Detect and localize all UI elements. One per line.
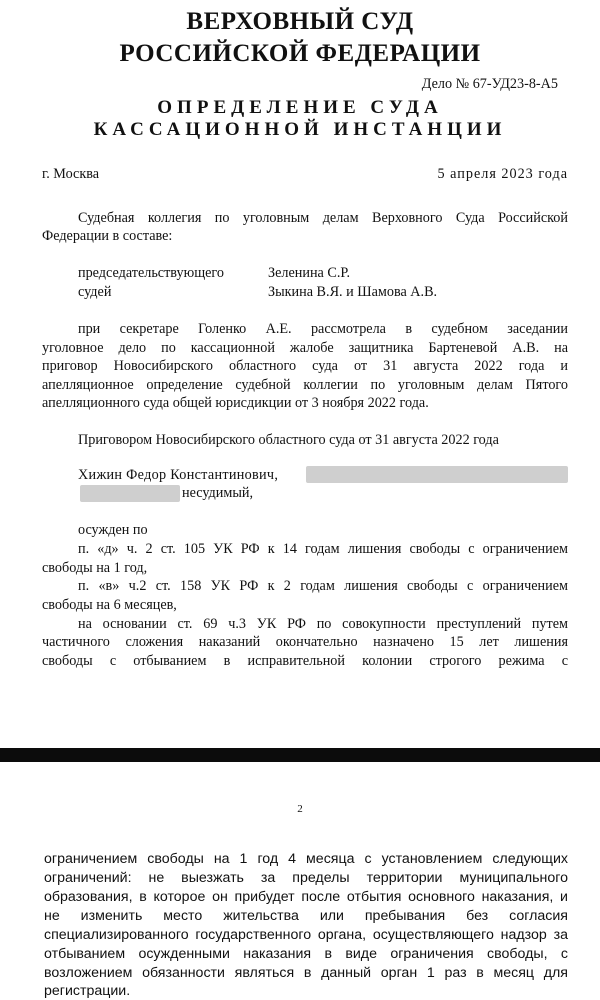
redacted-personal-data — [306, 466, 568, 483]
judges-label: судей — [78, 284, 112, 300]
page2-line-2: ограничений: не выезжать за пределы территории муниципального — [44, 870, 568, 886]
sentence-line-1: п. «д» ч. 2 ст. 105 УК РФ к 14 годам лишения свободы с ограничением — [78, 541, 568, 557]
court-name-line1: ВЕРХОВНЫЙ СУД — [186, 8, 414, 35]
page2-line-8: регистрации. — [44, 983, 131, 999]
court-name-line2: РОССИЙСКОЙ ФЕДЕРАЦИИ — [119, 40, 481, 67]
secretary-line-4: апелляционное определение судебной коллегии по уголовным делам Пятого — [42, 377, 568, 393]
chair-label: председательствующего — [78, 265, 224, 281]
page2-line-5: специализированного государственного органа, осуществляющего надзор за — [44, 927, 568, 943]
judges-names: Зыкина В.Я. и Шамова А.В. — [268, 284, 438, 300]
page2-line-1: ограничением свободы на 1 год 4 месяца с установлением следующих — [44, 851, 568, 867]
date: 5 апреля 2023 года — [437, 166, 568, 182]
page2-line-6: отбыванием осужденными наказания в виде ограничения свободы, с — [44, 946, 568, 962]
secretary-line-2: уголовное дело по кассационной жалобе защитника Бартеневой А.В. на — [42, 340, 568, 356]
page-divider — [0, 748, 600, 762]
defendant-name: Хижин Федор Константинович, — [78, 467, 279, 483]
sentence-line-6: частичного сложения наказаний окончательно назначено 15 лет лишения — [42, 634, 568, 650]
chair-name: Зеленина С.Р. — [268, 265, 351, 281]
sentence-line-7: свободы с отбыванием в исправительной колонии строгого режима с — [42, 653, 568, 669]
page-number: 2 — [297, 803, 303, 815]
sentence-line-2: свободы на 1 год, — [42, 560, 148, 576]
sentence-line-5: на основании ст. 69 ч.3 УК РФ по совокупности преступлений путем — [78, 616, 568, 632]
document-title-line2: КАССАЦИОННОЙ ИНСТАНЦИИ — [93, 119, 507, 140]
composition-line2: Федерации в составе: — [42, 228, 173, 244]
convicted-label: осужден по — [78, 522, 148, 538]
page2-line-7: возложением обязанности являться в данный орган 1 раз в месяц для — [44, 965, 568, 981]
composition-line1: Судебная коллегия по уголовным делам Верховного Суда Российской — [78, 210, 568, 226]
case-number: Дело № 67-УД23-8-А5 — [421, 76, 558, 92]
sentence-line-4: свободы на 6 месяцев, — [42, 597, 177, 613]
redacted-personal-data — [80, 485, 180, 502]
defendant-status: несудимый, — [182, 485, 254, 501]
secretary-line-1: при секретаре Голенко А.Е. рассмотрела в судебном заседании — [78, 321, 568, 337]
page2-line-3: образования, в которое он прибудет после отбытия основного наказания, и — [44, 889, 568, 905]
secretary-line-5: апелляционного суда общей юрисдикции от 3 ноября 2022 года. — [42, 395, 429, 411]
page2-line-4: не изменить место жительства или пребывания без согласия — [44, 908, 568, 924]
document-title-line1: ОПРЕДЕЛЕНИЕ СУДА — [157, 97, 443, 118]
place: г. Москва — [42, 166, 100, 182]
verdict-intro: Приговором Новосибирского областного суда от 31 августа 2022 года — [78, 432, 499, 448]
sentence-line-3: п. «в» ч.2 ст. 158 УК РФ к 2 годам лишения свободы с ограничением — [78, 578, 568, 594]
secretary-line-3: приговор Новосибирского областного суда от 31 августа 2022 года и — [42, 358, 568, 374]
